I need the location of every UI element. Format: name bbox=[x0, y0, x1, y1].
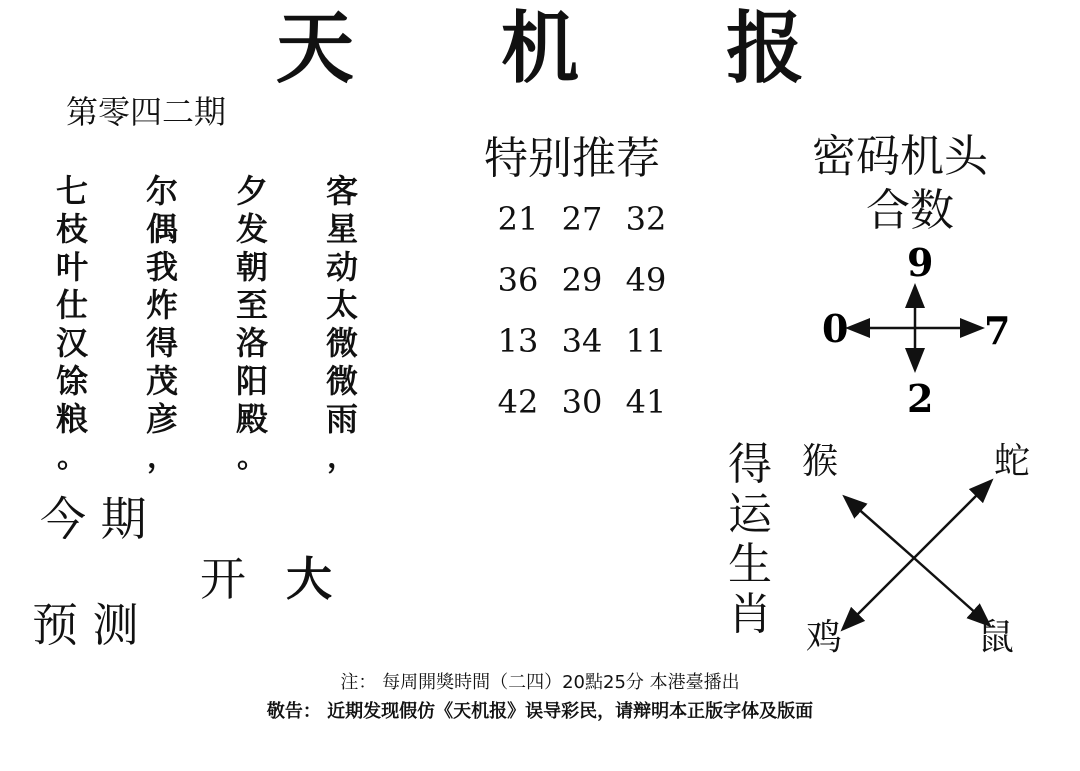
poem-char: 太 bbox=[325, 286, 358, 324]
poem-char: 彦 bbox=[145, 400, 178, 438]
lucky-zodiac-label bbox=[722, 440, 778, 640]
issue-number: 第零四二期 bbox=[66, 93, 227, 131]
arrow-to-top-left-icon bbox=[846, 498, 914, 558]
recommend-number: 49 bbox=[625, 261, 667, 299]
open-value: 大 bbox=[286, 552, 332, 606]
poem-char: 炸 bbox=[145, 286, 178, 324]
poem-char: 微 bbox=[325, 362, 358, 400]
compass-diagram bbox=[810, 240, 1030, 412]
poem-punctuation: 。 bbox=[237, 440, 267, 475]
lucky-label-char: 运 bbox=[728, 489, 772, 540]
lucky-label-char: 得 bbox=[728, 439, 772, 490]
poem-char: 尔 bbox=[145, 172, 178, 210]
poem-char: 星 bbox=[325, 210, 358, 248]
poem-char: 微 bbox=[325, 324, 358, 362]
poem-char: 洛 bbox=[235, 324, 268, 362]
poem-char: 雨 bbox=[325, 400, 358, 438]
prediction-label-bottom: 预 测 bbox=[32, 598, 139, 652]
poem-column bbox=[44, 172, 100, 478]
compass-bottom: 2 bbox=[907, 376, 934, 412]
poem-punctuation: ， bbox=[327, 440, 357, 475]
recommend-number: 13 bbox=[497, 322, 539, 360]
recommend-number: 27 bbox=[561, 200, 603, 238]
poem-char: 汉 bbox=[55, 324, 88, 362]
poem-column bbox=[314, 172, 370, 478]
open-label: 开 bbox=[200, 552, 246, 606]
zodiac-top-left: 猴 bbox=[802, 441, 839, 482]
broadcast-note: 注： 每周開獎時間（二四）20點25分 本港臺播出 bbox=[340, 672, 740, 693]
poem-char: 客 bbox=[325, 172, 358, 210]
poem-char: 偶 bbox=[145, 210, 178, 248]
compass-right: 7 bbox=[984, 308, 1011, 353]
poem-char: 发 bbox=[235, 210, 268, 248]
poem-char: 朝 bbox=[235, 248, 268, 286]
recommend-number: 41 bbox=[625, 383, 667, 421]
lucky-label-char: 肖 bbox=[728, 589, 772, 640]
arrow-to-bottom-right-icon bbox=[914, 558, 988, 624]
poem-punctuation: ， bbox=[147, 440, 177, 475]
password-title: 密码机头 bbox=[812, 131, 988, 182]
poem-char: 馀 bbox=[55, 362, 88, 400]
poem-char: 七 bbox=[55, 172, 88, 210]
recommend-number: 21 bbox=[497, 200, 539, 238]
compass-left: 0 bbox=[822, 306, 849, 351]
poem-char: 动 bbox=[325, 248, 358, 286]
arrow-to-bottom-left-icon bbox=[844, 558, 914, 628]
recommend-number: 42 bbox=[497, 383, 539, 421]
zodiac-bottom-left: 鸡 bbox=[806, 617, 843, 658]
prediction-label-top: 今 期 bbox=[40, 492, 147, 546]
poem-char: 枝 bbox=[55, 210, 88, 248]
recommend-number: 11 bbox=[625, 322, 667, 360]
zodiac-top-right: 蛇 bbox=[994, 441, 1031, 482]
poem-char: 得 bbox=[145, 324, 178, 362]
prediction-line-1 bbox=[40, 492, 147, 546]
lucky-label-char: 生 bbox=[728, 539, 772, 590]
recommend-number: 32 bbox=[625, 200, 667, 238]
poem-column bbox=[134, 172, 190, 478]
poem-char: 至 bbox=[235, 286, 268, 324]
password-subtitle: 合数 bbox=[866, 185, 954, 236]
recommend-number: 30 bbox=[561, 383, 603, 421]
poem-char: 夕 bbox=[235, 172, 268, 210]
poem-punctuation: 。 bbox=[57, 440, 87, 475]
poem-char: 殿 bbox=[235, 400, 268, 438]
warning-notice: 敬告： 近期发现假仿《天机报》误导彩民，请辩明本正版字体及版面 bbox=[266, 701, 814, 722]
recommend-number: 36 bbox=[497, 261, 539, 299]
compass-top: 9 bbox=[907, 240, 934, 285]
recommend-number: 34 bbox=[561, 322, 603, 360]
prediction-line-2 bbox=[32, 598, 139, 652]
poem-char: 仕 bbox=[55, 286, 88, 324]
poem-char: 茂 bbox=[145, 362, 178, 400]
poem-column bbox=[224, 172, 280, 478]
recommend-number: 29 bbox=[561, 261, 603, 299]
poem-char: 阳 bbox=[235, 362, 268, 400]
zodiac-bottom-right: 鼠 bbox=[978, 617, 1015, 658]
page-title: 天 机 报 bbox=[275, 3, 865, 94]
poem-char: 粮 bbox=[55, 400, 88, 438]
recommend-grid bbox=[486, 198, 678, 442]
poem-char: 我 bbox=[145, 248, 178, 286]
poem-char: 叶 bbox=[55, 248, 88, 286]
recommend-title: 特别推荐 bbox=[484, 133, 660, 184]
arrow-to-top-right-icon bbox=[914, 482, 990, 558]
poem-block bbox=[44, 172, 370, 478]
